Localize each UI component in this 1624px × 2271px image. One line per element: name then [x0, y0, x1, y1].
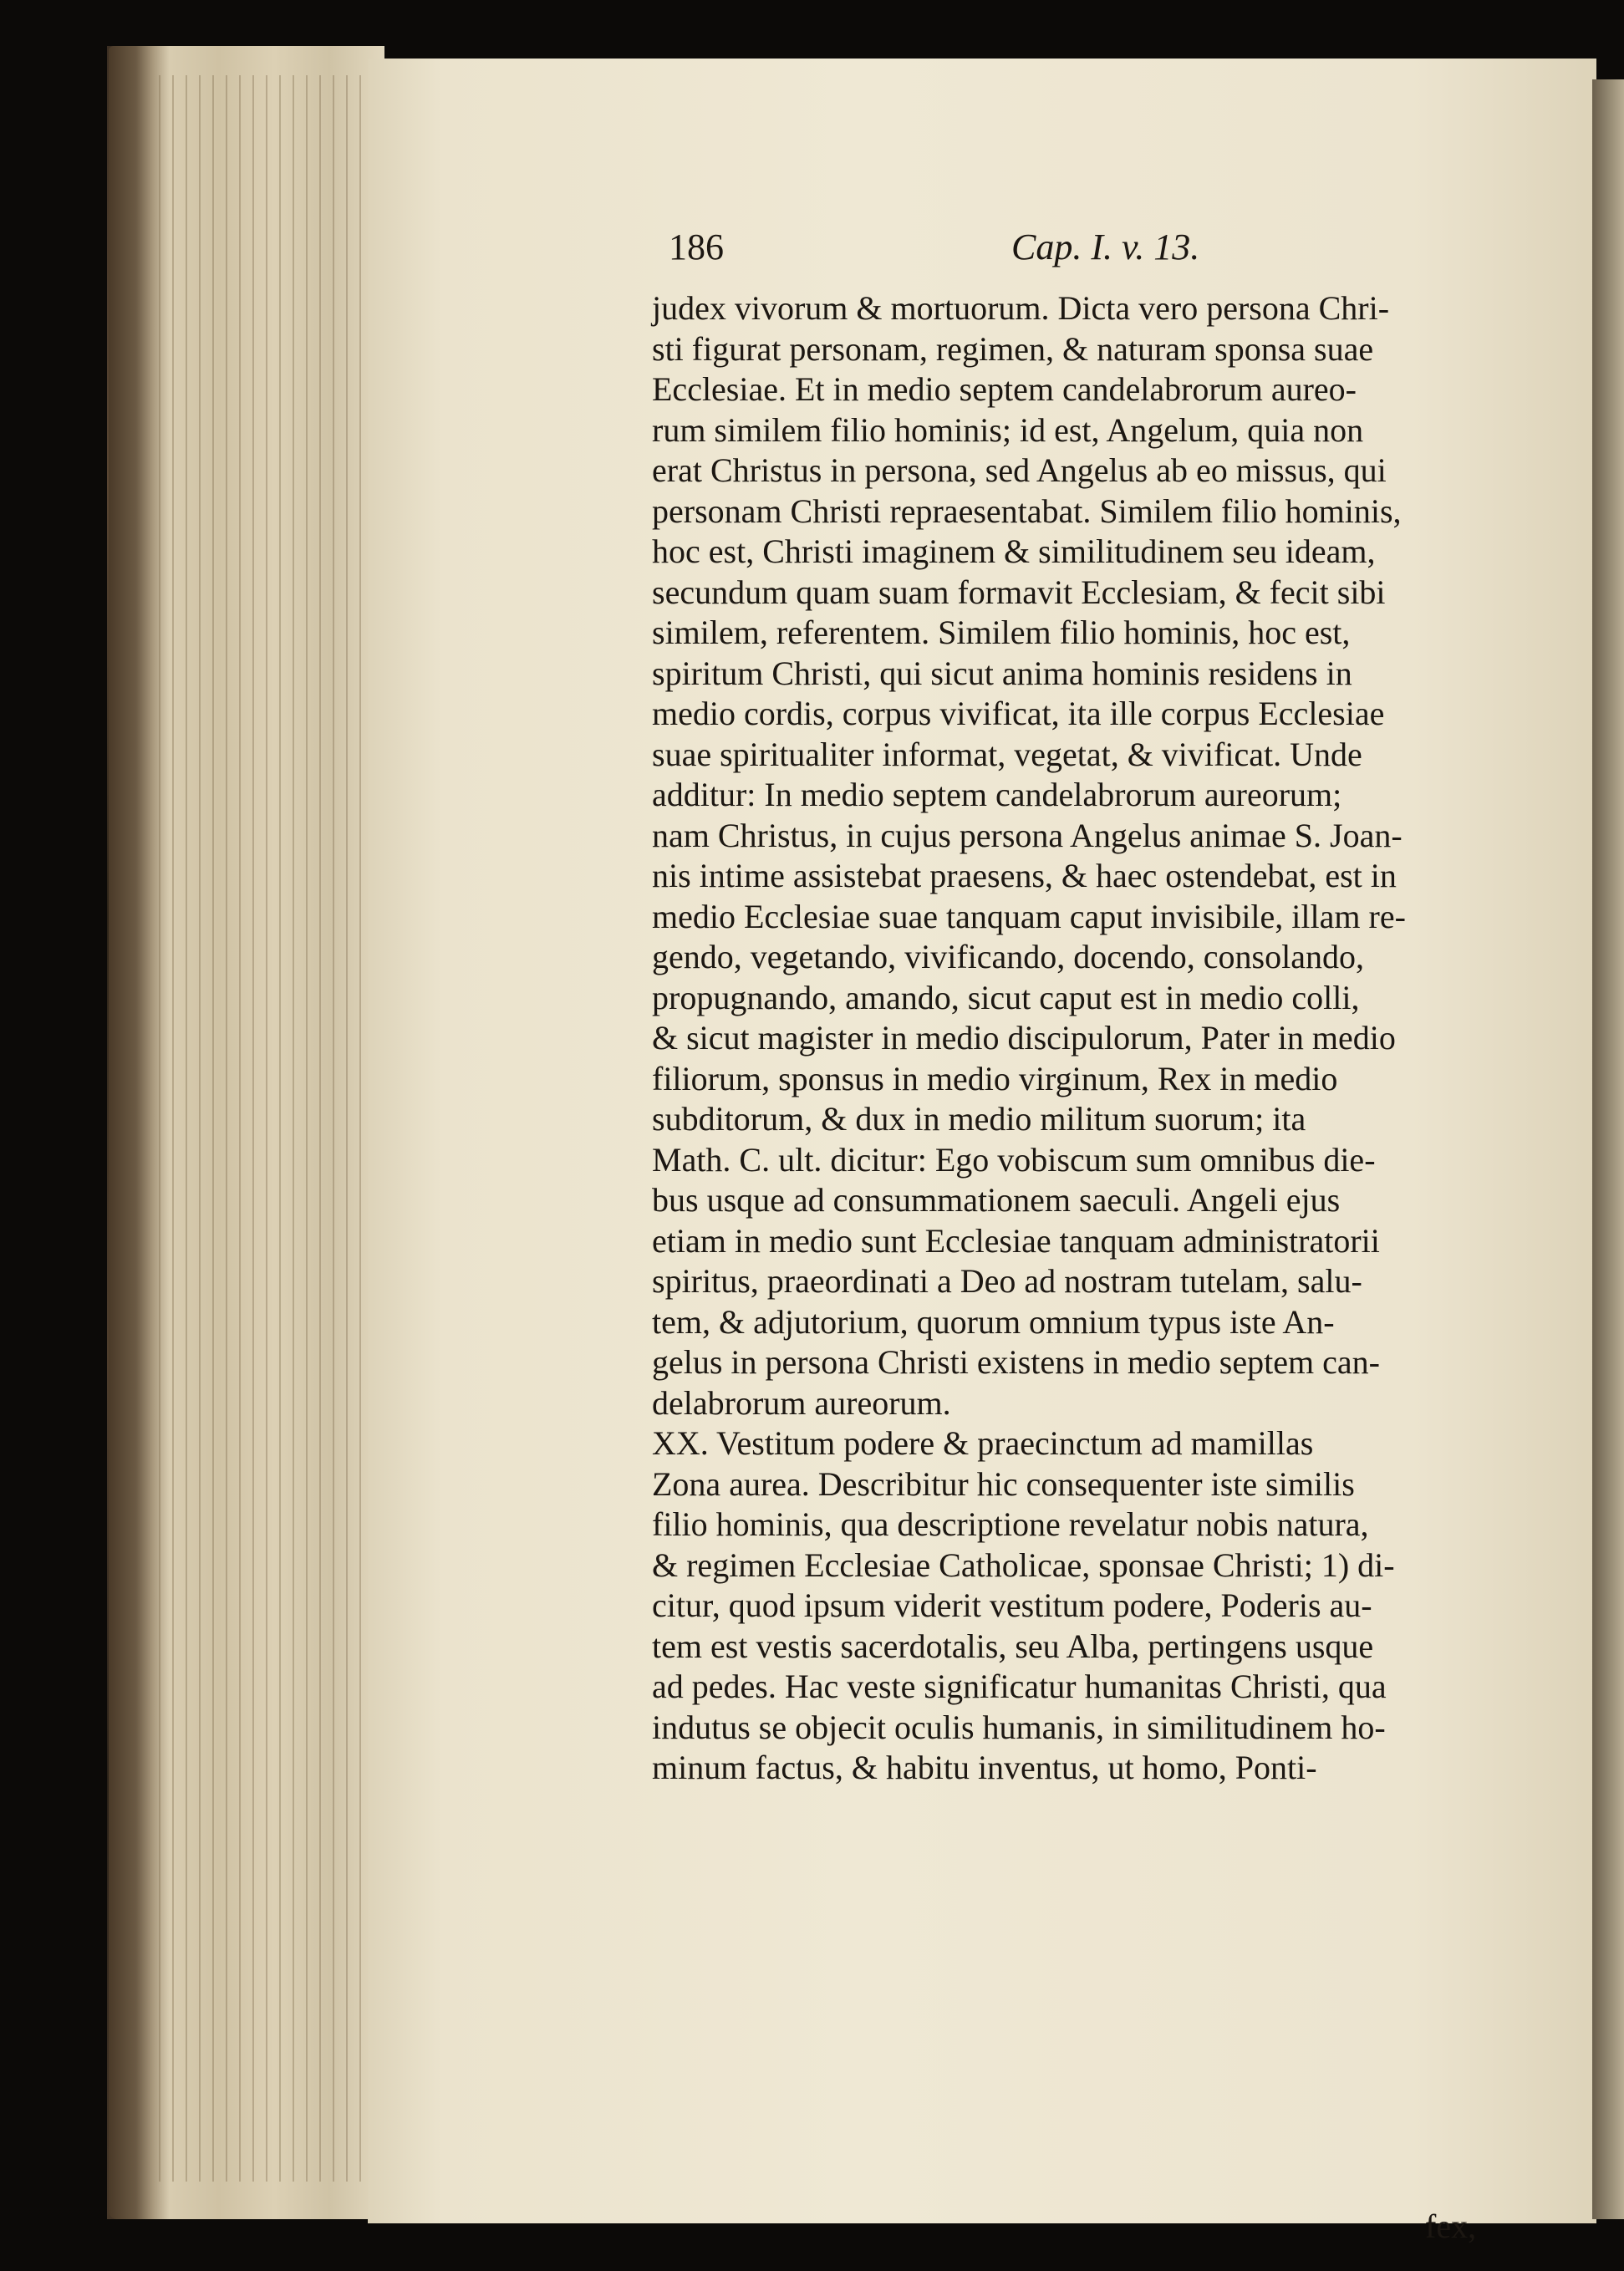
- facing-page-edge: [1592, 79, 1624, 2219]
- text-line: rum similem filio hominis; id est, Angelum, quia non: [652, 410, 1364, 449]
- text-line: tem, & adjutorium, quorum omnium typus iste An-: [652, 1302, 1335, 1341]
- text-line: Ecclesiae. Et in medio septem candelabrorum aureo-: [652, 370, 1357, 408]
- page-number: 186: [669, 227, 724, 267]
- text-line: etiam in medio sunt Ecclesiae tanquam administratorii: [652, 1221, 1380, 1260]
- text-line: medio Ecclesiae suae tanquam caput invisibile, illam re-: [652, 897, 1406, 935]
- text-line: Math. C. ult. dicitur: Ego vobiscum sum omnibus die-: [652, 1140, 1376, 1179]
- text-line: similem, referentem. Similem filio hominis, hoc est,: [652, 614, 1351, 651]
- text-line: hoc est, Christi imaginem & similitudinem seu ideam,: [652, 532, 1376, 570]
- page-header: [669, 226, 1555, 276]
- text-line: Zona aurea. Describitur hic consequenter iste similis: [652, 1464, 1355, 1503]
- text-line: ad pedes. Hac veste significatur humanitas Christi, qua: [652, 1668, 1387, 1705]
- text-line: spiritum Christi, qui sicut anima hominis residens in: [652, 654, 1352, 692]
- text-line: suae spiritualiter informat, vegetat, & vivificat. Unde: [652, 735, 1362, 773]
- text-line: nis intime assistebat praesens, & haec ostendebat, est in: [652, 857, 1397, 894]
- text-line: personam Christi repraesentabat. Similem filio hominis,: [652, 491, 1402, 530]
- text-line: minum factus, & habitu inventus, ut homo, Ponti-: [652, 1749, 1317, 1786]
- text-line: erat Christus in persona, sed Angelus ab eo missus, qui: [652, 451, 1387, 489]
- text-line: medio cordis, corpus vivificat, ita ille corpus Ecclesiae: [652, 695, 1385, 732]
- text-line: gendo, vegetando, vivificando, docendo, consolando,: [652, 938, 1364, 975]
- page-edge-lines: [159, 75, 376, 2182]
- text-line: filiorum, sponsus in medio virginum, Rex in medio: [652, 1059, 1338, 1097]
- text-line: indutus se objecit oculis humanis, in similitudinem ho-: [652, 1708, 1386, 1746]
- text-line: nam Christus, in cujus persona Angelus animae S. Joan-: [652, 816, 1403, 854]
- text-line: & regimen Ecclesiae Catholicae, sponsae Christi; 1) di-: [652, 1545, 1395, 1584]
- text-line: citur, quod ipsum viderit vestitum podere, Poderis au-: [652, 1586, 1372, 1624]
- text-line: & sicut magister in medio discipulorum, Pater in medio: [652, 1019, 1396, 1057]
- catchword: fex,: [1425, 2207, 1477, 2245]
- text-line: secundum quam suam formavit Ecclesiam, & fecit sibi: [652, 573, 1386, 611]
- text-line: bus usque ad consummationem saeculi. Angeli ejus: [652, 1181, 1341, 1219]
- text-line: sti figurat personam, regimen, & naturam sponsa suae: [652, 329, 1374, 368]
- text-line: subditorum, & dux in medio militum suorum; ita: [652, 1100, 1306, 1138]
- text-line: judex vivorum & mortuorum. Dicta vero persona Chri-: [652, 289, 1390, 327]
- text-line: tem est vestis sacerdotalis, seu Alba, pertingens usque: [652, 1627, 1374, 1665]
- text-line: spiritus, praeordinati a Deo ad nostram tutelam, salu-: [652, 1262, 1362, 1300]
- text-line: XX. Vestitum podere & praecinctum ad mamillas: [652, 1424, 1314, 1462]
- text-line: propugnando, amando, sicut caput est in medio colli,: [652, 978, 1360, 1016]
- text-line: gelus in persona Christi existens in medio septem can-: [652, 1343, 1380, 1381]
- body-text: [652, 288, 1555, 1789]
- text-line: additur: In medio septem candelabrorum aureorum;: [652, 776, 1342, 813]
- text-line: filio hominis, qua descriptione revelatur nobis natura,: [652, 1505, 1369, 1543]
- text-line: delabrorum aureorum.: [652, 1383, 951, 1422]
- running-head: Cap. I. v. 13.: [1011, 227, 1200, 267]
